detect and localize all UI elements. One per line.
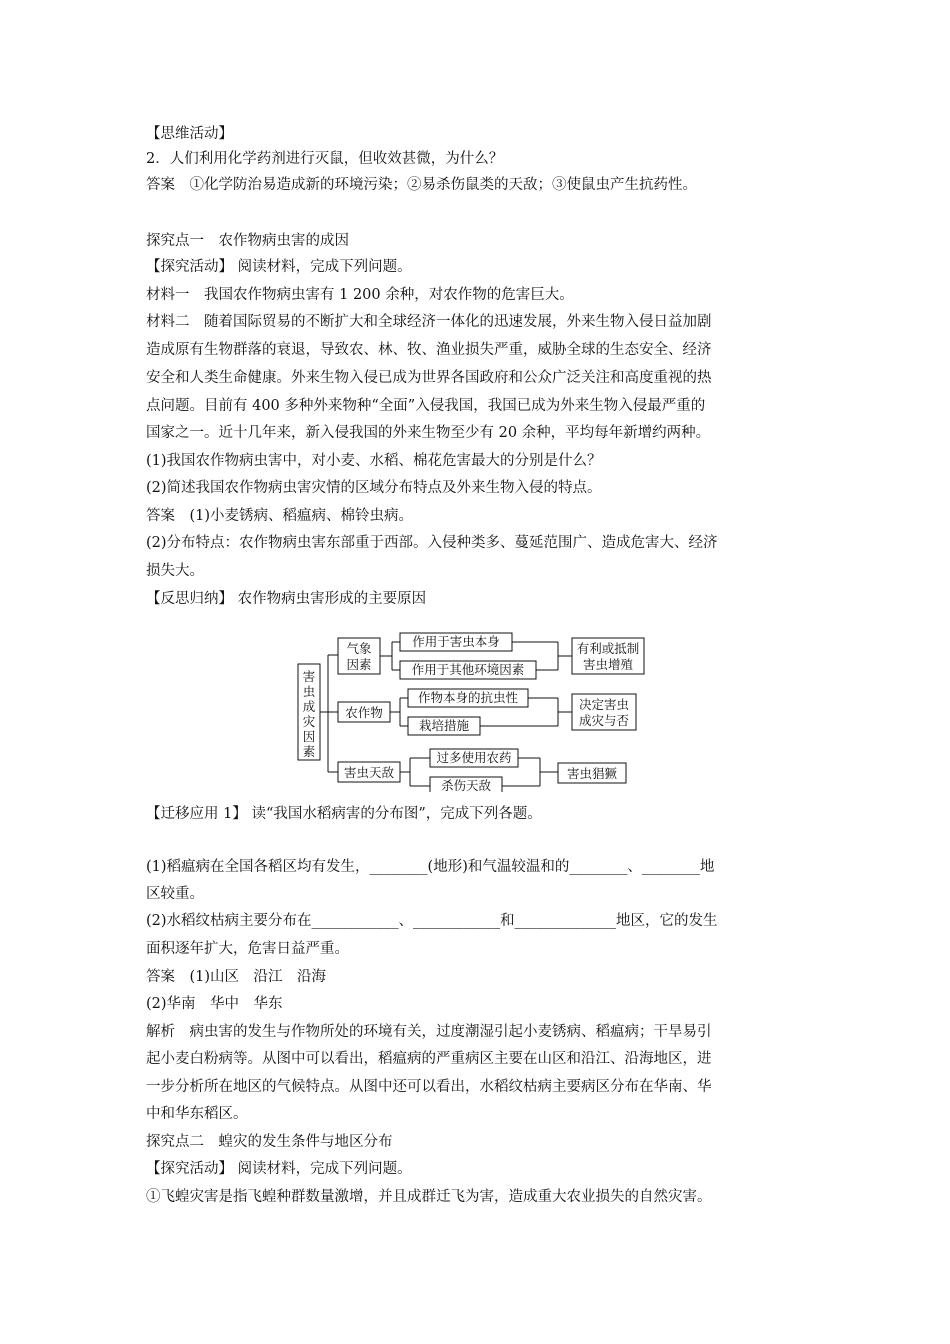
root-char: 素 [302, 744, 316, 759]
analysis-line: 起小麦白粉病等。从图中可以看出，稻瘟病的严重病区主要在山区和沿江、沿海地区，进 [146, 1051, 712, 1067]
material-1: 材料一 我国农作物病虫害有 1 200 余种，对农作物的危害巨大。 [146, 287, 574, 303]
factor-label-weather-1: 气象 [346, 641, 372, 656]
question-item: 区较重。 [146, 886, 204, 902]
analysis-line: 中和华东稻区。 [146, 1106, 248, 1122]
material-2-line: 造成原有生物群落的衰退，导致农、林、牧、渔业损失严重，威胁全球的生态安全、经济 [146, 342, 712, 358]
sub-label: 作物本身的抗虫性 [417, 690, 519, 705]
cause-diagram-svg [296, 632, 656, 792]
material-2-line: 材料二 随着国际贸易的不断扩大和全球经济一体化的迅速发展，外来生物入侵日益加剧 [146, 314, 712, 330]
root-char: 因 [302, 729, 316, 744]
material-line: ①飞蝗灾害是指飞蝗种群数量激增，并且成群迁飞为害，造成重大农业损失的自然灾害。 [146, 1189, 712, 1205]
result-label-1a: 有利或抵制 [576, 641, 640, 656]
root-char: 害 [302, 669, 316, 684]
sub-label: 作用于害虫本身 [412, 634, 500, 649]
root-char: 成 [302, 699, 316, 714]
question-2: 2．人们利用化学药剂进行灭鼠，但收效甚微，为什么？ [146, 151, 504, 167]
answer-2: 答案 ①化学防治易造成新的环境污染；②易杀伤鼠类的天敌；③使鼠虫产生抗药性。 [146, 177, 697, 193]
sub-label: 作用于其他环境因素 [411, 662, 525, 677]
result-label-2a: 决定害虫 [578, 697, 630, 712]
answer-line: (2)华南 华中 华东 [146, 996, 283, 1012]
section-title-1: 探究点一 农作物病虫害的成因 [146, 233, 349, 249]
analysis-line: 解析 病虫害的发生与作物所处的环境有关，过度潮湿引起小麦锈病、稻瘟病；干旱易引 [146, 1024, 712, 1040]
factor-label-enemy: 害虫天敌 [343, 765, 395, 780]
question-item: 面积逐年扩大，危害日益严重。 [146, 941, 349, 957]
answer-line: 损失大。 [146, 563, 204, 579]
analysis-line: 一步分析所在地区的气候特点。从图中还可以看出，水稻纹枯病主要病区分布在华南、华 [146, 1079, 712, 1095]
result-label-2b: 成灾与否 [578, 713, 630, 728]
heading-thinking-activity: 【思维活动】 [146, 126, 233, 142]
answer-line: (2)分布特点：农作物病虫害东部重于西部。入侵种类多、蔓延范围广、造成危害大、经济 [146, 535, 718, 551]
cause-diagram [296, 632, 656, 796]
answer-line: 答案 (1)山区 沿江 沿海 [146, 969, 327, 985]
sub-label: 栽培措施 [418, 718, 470, 733]
sub-label: 杀伤天敌 [440, 778, 492, 792]
factor-label-crop: 农作物 [345, 705, 383, 720]
question-item: (2)水稻纹枯病主要分布在____________、____________和______________地区，它的发生 [146, 913, 718, 929]
application-heading: 【迁移应用 1】 读“我国水稻病害的分布图”，完成下列各题。 [146, 806, 542, 822]
sub-label: 过多使用农药 [436, 750, 512, 765]
material-2-line: 安全和人类生命健康。外来生物入侵已成为世界各国政府和公众广泛关注和高度重视的热 [146, 370, 712, 386]
question-item: (2)简述我国农作物病虫害灾情的区域分布特点及外来生物入侵的特点。 [146, 480, 602, 496]
root-char: 灾 [302, 714, 316, 729]
activity-heading-2: 【探究活动】 阅读材料，完成下列问题。 [146, 1161, 412, 1177]
question-item: (1)稻瘟病在全国各稻区均有发生，________(地形)和气温较温和的________、________地 [146, 859, 715, 875]
answer-line: 答案 (1)小麦锈病、稻瘟病、棉铃虫病。 [146, 508, 414, 524]
result-label-3: 害虫猖獗 [566, 766, 618, 781]
reflection-heading: 【反思归纳】 农作物病虫害形成的主要原因 [146, 591, 427, 607]
material-2-line: 国家之一。近十几年来，新入侵我国的外来生物至少有 20 余种，平均每年新增约两种。 [146, 425, 711, 441]
factor-label-weather-2: 因素 [346, 657, 372, 672]
result-label-1b: 害虫增殖 [582, 657, 634, 672]
root-char: 虫 [302, 684, 316, 699]
activity-heading-1: 【探究活动】 阅读材料，完成下列问题。 [146, 259, 412, 275]
material-2-line: 点问题。目前有 400 多种外来物种“全面”入侵我国，我国已成为外来生物入侵最严重的 [146, 398, 706, 414]
question-item: (1)我国农作物病虫害中，对小麦、水稻、棉花危害最大的分别是什么？ [146, 453, 602, 469]
section-title-2: 探究点二 蝗灾的发生条件与地区分布 [146, 1134, 393, 1150]
